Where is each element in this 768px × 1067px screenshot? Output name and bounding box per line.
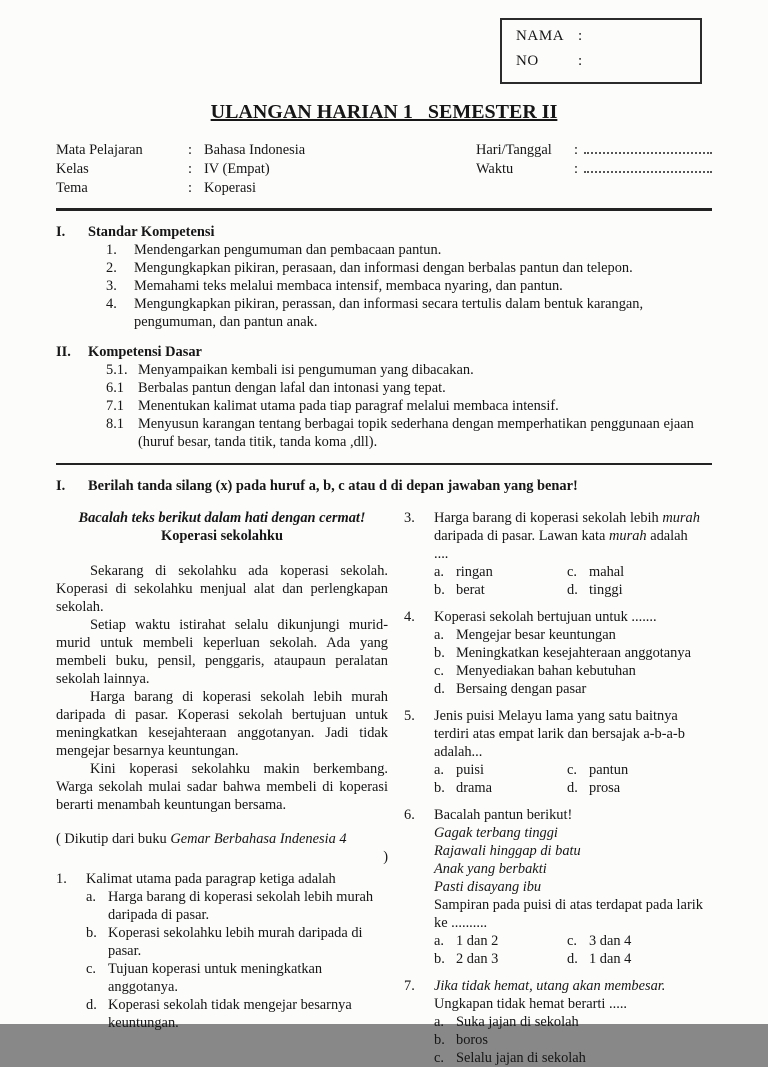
section-standar-kompetensi <box>56 223 712 331</box>
date-fill-line <box>584 141 712 154</box>
question-text-run: Jenis puisi Melayu lama yang satu baitnya terdiri atas empat larik dan bersajak a-b-a-b adalah... <box>434 708 685 760</box>
section-numeral: II. <box>56 344 71 360</box>
option-letter: d. <box>567 951 578 967</box>
reading-passage <box>56 562 388 814</box>
meta-row-theme: Tema : Koperasi <box>56 180 256 196</box>
question-text <box>434 977 712 1013</box>
question-text-run: murah <box>609 528 647 544</box>
question-body <box>434 608 712 698</box>
standar-kompetensi-list <box>56 241 712 331</box>
option-text: Harga barang di koperasi sekolah lebih murah daripada di pasar. <box>108 889 374 923</box>
option-row <box>434 1049 712 1066</box>
option-row <box>434 581 567 599</box>
option-row <box>434 1031 712 1049</box>
option-letter: b. <box>434 1032 445 1048</box>
question-text-run: Jika tidak hemat, utang akan membesar. <box>434 978 666 994</box>
question <box>404 806 712 968</box>
option-text: berat <box>456 582 485 598</box>
option-letter: d. <box>434 681 445 697</box>
subject-label: Mata Pelajaran <box>56 142 143 158</box>
reading-paragraph: Sekarang di sekolahku ada koperasi sekolah. Koperasi di sekolahku menjual alat dan perlengkapan sekolah. <box>56 563 388 615</box>
option-row <box>86 888 388 924</box>
option-letter: a. <box>434 1014 444 1030</box>
meta-row-time: Waktu : <box>476 160 712 179</box>
question-text <box>434 806 712 932</box>
question-text-run: Ungkapan tidak hemat berarti ..... <box>434 996 628 1012</box>
question-text-run: Gagak terbang tinggi <box>434 825 558 841</box>
option-text: Suka jajan di sekolah <box>456 1014 579 1030</box>
option-text: Mengejar besar keuntungan <box>456 627 616 643</box>
option-row <box>567 932 712 950</box>
left-column <box>56 509 388 1063</box>
option-row <box>434 779 567 797</box>
exam-meta <box>56 141 712 198</box>
question-body <box>434 509 712 599</box>
option-letter: d. <box>86 997 97 1013</box>
nama-label: NAMA <box>516 28 565 44</box>
option-letter: b. <box>86 925 97 941</box>
option-text: 1 dan 2 <box>456 933 499 949</box>
option-row <box>434 644 712 662</box>
option-text: Bersaing dengan pasar <box>456 681 587 697</box>
question-text-run: Sampiran pada puisi di atas terdapat pada larik ke .......... <box>434 897 703 931</box>
body-divider <box>56 463 712 465</box>
multiple-choice-instruction <box>56 477 712 495</box>
section-heading: Kompetensi Dasar <box>88 344 202 360</box>
question <box>404 707 712 797</box>
option-text: 3 dan 4 <box>589 933 632 949</box>
list-item <box>106 415 712 451</box>
question-text <box>86 870 388 888</box>
no-row <box>516 52 700 71</box>
question-text-run: daripada di pasar. Lawan kata <box>434 528 610 544</box>
section-heading: Standar Kompetensi <box>88 224 215 240</box>
question-body <box>434 806 712 968</box>
item-text: Menentukan kalimat utama pada tiap paragraf melalui membaca intensif. <box>138 398 559 414</box>
question-body <box>86 870 388 1032</box>
item-text: Berbalas pantun dengan lafal dan intonasi yang tepat. <box>138 380 446 396</box>
option-text: Koperasi sekolahku lebih murah daripada di pasar. <box>108 925 363 959</box>
item-number: 2. <box>106 260 117 276</box>
item-text: Menyusun karangan tentang berbagai topik sederhana dengan memperhatikan penggunaan ejaan (huruf besar, tanda titik, tanda koma ,dll). <box>138 416 694 450</box>
reading-paragraph: Harga barang di koperasi sekolah lebih murah daripada di pasar. Koperasi sekolah bertujuan untuk meningkatkan kesejahteraan anggotanyan. Jadi tidak mengejar besarnya keuntungan. <box>56 689 388 759</box>
reading-title: Koperasi sekolahku <box>161 528 283 544</box>
option-text: puisi <box>456 762 484 778</box>
option-text: prosa <box>589 780 621 796</box>
meta-row-subject: Mata Pelajaran : Bahasa Indonesia <box>56 142 306 158</box>
item-number: 3. <box>106 278 117 294</box>
time-fill-line <box>584 160 712 173</box>
source-book-title: Gemar Berbahasa Indenesia 4 <box>170 831 347 847</box>
option-row <box>567 563 712 581</box>
question-number: 5. <box>404 708 415 724</box>
item-number: 5.1. <box>106 362 128 378</box>
item-text: Menyampaikan kembali isi pengumuman yang dibacakan. <box>138 362 474 378</box>
question-text-run: Bacalah pantun berikut! <box>434 807 573 823</box>
option-letter: b. <box>434 582 445 598</box>
item-number: 7.1 <box>106 398 124 414</box>
option-row <box>434 761 567 779</box>
question <box>404 977 712 1066</box>
section-numeral: I. <box>56 224 66 240</box>
instruction-text: Berilah tanda silang (x) pada huruf a, b, c atau d di depan jawaban yang benar! <box>88 478 578 494</box>
item-text: Memahami teks melalui membaca intensif, membaca nyaring, dan pantun. <box>134 278 563 294</box>
date-label: Hari/Tanggal <box>476 142 552 158</box>
kompetensi-dasar-list <box>56 361 712 451</box>
question-text-run: murah <box>662 510 700 526</box>
list-item <box>106 295 712 331</box>
meta-right <box>476 141 712 198</box>
option-row <box>567 779 712 797</box>
option-letter: c. <box>567 762 577 778</box>
theme-label: Tema <box>56 180 88 196</box>
item-number: 8.1 <box>106 416 124 432</box>
option-letter: b. <box>434 645 445 661</box>
item-number: 1. <box>106 242 117 258</box>
option-letter: b. <box>434 951 445 967</box>
meta-row-date: Hari/Tanggal : <box>476 141 712 160</box>
nama-row <box>516 27 700 46</box>
option-row <box>86 960 388 996</box>
class-label: Kelas <box>56 161 89 177</box>
option-text: tinggi <box>589 582 623 598</box>
question-text <box>434 509 712 563</box>
list-item <box>106 259 712 277</box>
option-letter: c. <box>86 961 96 977</box>
option-row <box>567 950 712 968</box>
list-item <box>106 379 712 397</box>
option-row <box>434 662 712 680</box>
option-letter: a. <box>434 564 444 580</box>
question-text <box>434 608 712 626</box>
options-grid <box>434 761 712 797</box>
question-text-run: Rajawali hinggap di batu <box>434 843 581 859</box>
question <box>404 509 712 599</box>
option-text: ringan <box>456 564 493 580</box>
option-text: Tujuan koperasi untuk meningkatkan anggotanya. <box>108 961 323 995</box>
list-item <box>106 277 712 295</box>
time-label: Waktu <box>476 161 514 177</box>
option-row <box>434 932 567 950</box>
option-row <box>567 761 712 779</box>
reading-directive: Bacalah teks berikut dalam hati dengan cermat! <box>78 510 366 526</box>
option-row <box>567 581 712 599</box>
option-text: pantun <box>589 762 629 778</box>
option-letter: c. <box>567 564 577 580</box>
reading-paragraph: Setiap waktu istirahat selalu dikunjungi murid-murid untuk membeli keperluan sekolah. Ada yang membeli buku, pensil, penggaris, ataupaun peralatan sekolah lainnya. <box>56 617 388 687</box>
question-text-run: Pasti disayang ibu <box>434 879 542 895</box>
question-body <box>434 977 712 1066</box>
subject-value: Bahasa Indonesia <box>204 142 306 158</box>
question-number: 3. <box>404 510 415 526</box>
option-row <box>434 950 567 968</box>
question-number: 1. <box>56 871 67 887</box>
class-value: IV (Empat) <box>204 161 270 177</box>
nama-colon: : <box>578 28 583 44</box>
option-letter: b. <box>434 780 445 796</box>
option-letter: d. <box>567 582 578 598</box>
list-item <box>106 361 712 379</box>
item-text: Mengungkapkan pikiran, perassan, dan informasi secara tertulis dalam bentuk karangan, pengumuman, dan pantun anak. <box>134 296 644 330</box>
option-text: Meningkatkan kesejahteraan anggotanya <box>456 645 691 661</box>
question-text <box>434 707 712 761</box>
meta-row-class: Kelas : IV (Empat) <box>56 161 270 177</box>
question <box>56 870 388 1032</box>
question-text-run: Harga barang di koperasi sekolah lebih <box>434 510 663 526</box>
meta-left <box>56 141 305 198</box>
option-row <box>434 563 567 581</box>
option-letter: c. <box>434 1050 444 1066</box>
question-text-run: .... <box>434 546 449 562</box>
item-number: 6.1 <box>106 380 124 396</box>
option-letter: a. <box>434 762 444 778</box>
option-text: 1 dan 4 <box>589 951 632 967</box>
list-item <box>106 241 712 259</box>
item-text: Mengungkapkan pikiran, perasaan, dan informasi dengan berbalas pantun dan telepon. <box>134 260 633 276</box>
option-letter: c. <box>434 663 444 679</box>
no-label: NO <box>516 52 539 69</box>
options-grid <box>434 932 712 968</box>
question-text-run: Anak yang berbakti <box>434 861 547 877</box>
option-row <box>86 924 388 960</box>
option-text: drama <box>456 780 492 796</box>
section-kompetensi-dasar <box>56 343 712 451</box>
reading-paragraph: Kini koperasi sekolahku makin berkembang. Warga sekolah mulai sadar bahwa membeli di koperasi berarti menambah keuntungan bersama. <box>56 761 388 813</box>
option-letter: a. <box>434 627 444 643</box>
question-number: 7. <box>404 978 415 994</box>
option-text: boros <box>456 1032 488 1048</box>
option-row <box>86 996 388 1032</box>
option-row <box>434 1013 712 1031</box>
option-letter: a. <box>86 889 96 905</box>
option-row <box>434 680 712 698</box>
no-colon: : <box>578 52 583 69</box>
question-text-run: adalah <box>646 528 688 544</box>
question-body <box>434 707 712 797</box>
option-row <box>434 626 712 644</box>
questions-left <box>56 870 388 1032</box>
option-text: Menyediakan bahan kebutuhan <box>456 663 636 679</box>
question-text-run: Koperasi sekolah bertujuan untuk ....... <box>434 609 657 625</box>
name-box <box>500 18 702 84</box>
item-number: 4. <box>106 296 117 312</box>
reading-source-close: ) <box>383 849 388 865</box>
option-letter: a. <box>434 933 444 949</box>
reading-source: ( Dikutip dari buku Gemar Berbahasa Indenesia 4 <box>56 831 347 847</box>
option-text: Koperasi sekolah tidak mengejar besarnya keuntungan. <box>108 997 352 1031</box>
option-text: Selalu jajan di sekolah <box>456 1050 586 1066</box>
page-title: ULANGAN HARIAN 1 SEMESTER II <box>210 101 558 123</box>
option-letter: d. <box>567 780 578 796</box>
question-number: 6. <box>404 807 415 823</box>
question-text-run: Kalimat utama pada paragrap ketiga adalah <box>86 871 336 887</box>
question-number: 4. <box>404 609 415 625</box>
theme-value: Koperasi <box>204 180 256 196</box>
option-letter: c. <box>567 933 577 949</box>
option-text: 2 dan 3 <box>456 951 499 967</box>
header-divider <box>56 208 712 211</box>
question <box>404 608 712 698</box>
two-column-body <box>56 509 712 1066</box>
list-item <box>106 397 712 415</box>
instruction-numeral: I. <box>56 478 66 494</box>
questions-right <box>404 509 712 1066</box>
item-text: Mendengarkan pengumuman dan pembacaan pantun. <box>134 242 442 258</box>
option-text: mahal <box>589 564 625 580</box>
options-grid <box>434 563 712 599</box>
